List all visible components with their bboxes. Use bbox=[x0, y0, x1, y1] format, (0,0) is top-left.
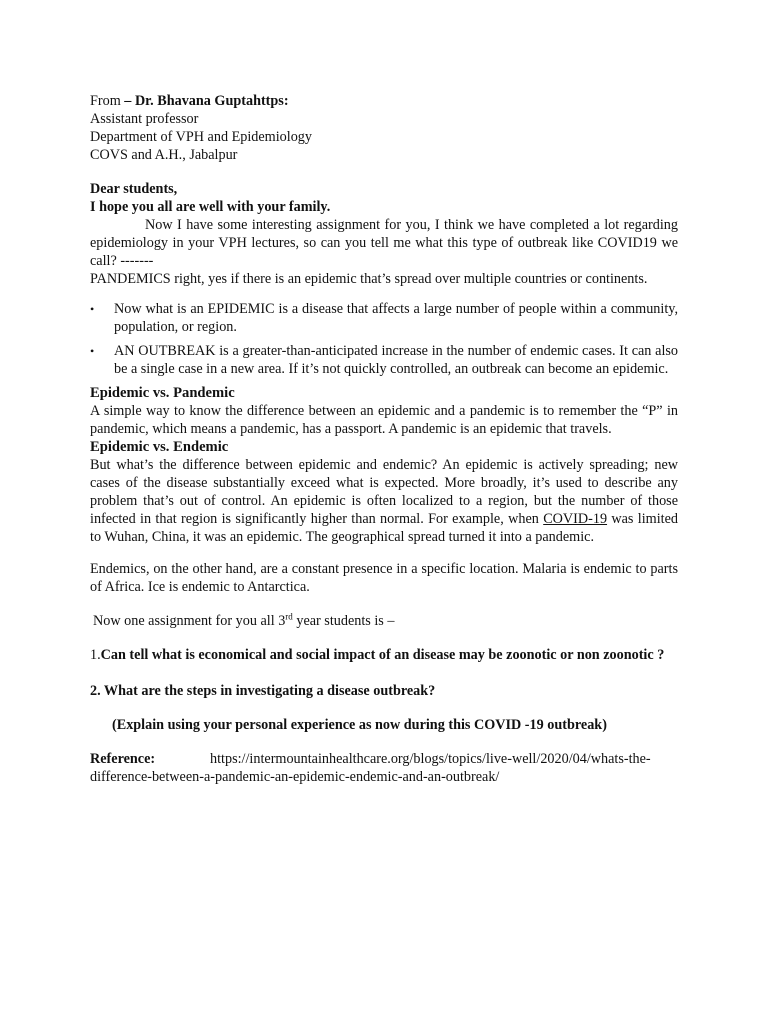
sender-institution: COVS and A.H., Jabalpur bbox=[90, 147, 238, 163]
greeting-wish: I hope you all are well with your family. bbox=[90, 199, 331, 215]
intro-paragraph: Now I have some interesting assignment for you, I think we have completed a lot regarding epidemiology in your VPH lectures, so can you tell me what this type of outbreak like COVID19 we call? ------- bbox=[90, 217, 678, 269]
question-1-text: Can tell what is economical and social impact of an disease may be zoonotic or non zoonotic ? bbox=[100, 647, 665, 663]
ordinal-suffix: rd bbox=[285, 611, 293, 622]
reference bbox=[90, 750, 678, 786]
question-1-number: 1. bbox=[90, 647, 101, 663]
sender-department: Department of VPH and Epidemiology bbox=[90, 129, 312, 145]
bullet-icon: • bbox=[90, 344, 95, 358]
pandemics-paragraph: PANDEMICS right, yes if there is an epidemic that’s spread over multiple countries or continents. bbox=[90, 271, 648, 287]
section-body-pandemic: A simple way to know the difference between an epidemic and a pandemic is to remember the “P” in pandemic, which means a pandemic, has a passport. A pandemic is an epidemic that travels. bbox=[90, 403, 678, 437]
assignment-intro-end: year students is – bbox=[292, 613, 395, 629]
assignment-intro bbox=[90, 612, 678, 630]
list-item bbox=[90, 300, 678, 336]
question-1 bbox=[90, 646, 678, 664]
question-2: 2. What are the steps in investigating a disease outbreak? bbox=[90, 683, 436, 699]
bullet-icon: • bbox=[90, 302, 95, 316]
from-prefix: From bbox=[90, 93, 121, 109]
endemic-text-end: was limited to Wuhan, China, it was an epidemic. The geographical spread turned it into a pandemic. bbox=[90, 511, 678, 545]
assignment-intro-text: Now one assignment for you all 3 bbox=[93, 613, 286, 629]
sender-name: Dr. Bhavana Guptahttps: bbox=[134, 93, 289, 109]
endemic-text-start: But what’s the difference between epidemic and endemic? An epidemic is actively spreading; new cases of the disease substantially exceed what is expected. More broadly, it’s used to describe any problem that’s out of control. An epidemic is often localized to a region, but the number of those infected in that region is significantly higher than normal. For example, when bbox=[90, 457, 678, 527]
salutation: Dear students, bbox=[90, 181, 178, 197]
list-item bbox=[90, 342, 678, 378]
endemics-paragraph: Endemics, on the other hand, are a constant presence in a specific location. Malaria is endemic to parts of Africa. Ice is endemic to Antarctica. bbox=[90, 561, 678, 595]
definition-list bbox=[90, 300, 678, 378]
reference-url[interactable]: https://intermountainhealthcare.org/blogs/topics/live-well/2020/04/whats-the-difference-between-a-pandemic-an-epidemic-endemic-and-an-outbreak/ bbox=[90, 751, 651, 785]
list-item-text: AN OUTBREAK is a greater-than-anticipated increase in the number of endemic cases. It can also be a single case in a new area. If it’s not quickly controlled, an outbreak can become an epidemic. bbox=[114, 343, 678, 377]
sender-title: Assistant professor bbox=[90, 111, 199, 127]
section-heading-pandemic: Epidemic vs. Pandemic bbox=[90, 385, 235, 401]
question-2-note: (Explain using your personal experience as now during this COVID -19 outbreak) bbox=[112, 717, 607, 733]
document-page bbox=[90, 92, 678, 786]
section-body-endemic bbox=[90, 456, 678, 546]
section-heading-endemic: Epidemic vs. Endemic bbox=[90, 439, 229, 455]
from-dash: – bbox=[120, 93, 135, 109]
sender-line bbox=[90, 92, 678, 110]
reference-label: Reference: bbox=[90, 751, 156, 767]
covid-link[interactable]: COVID-19 bbox=[543, 511, 608, 527]
list-item-text: Now what is an EPIDEMIC is a disease that affects a large number of people within a community, population, or region. bbox=[114, 301, 678, 335]
